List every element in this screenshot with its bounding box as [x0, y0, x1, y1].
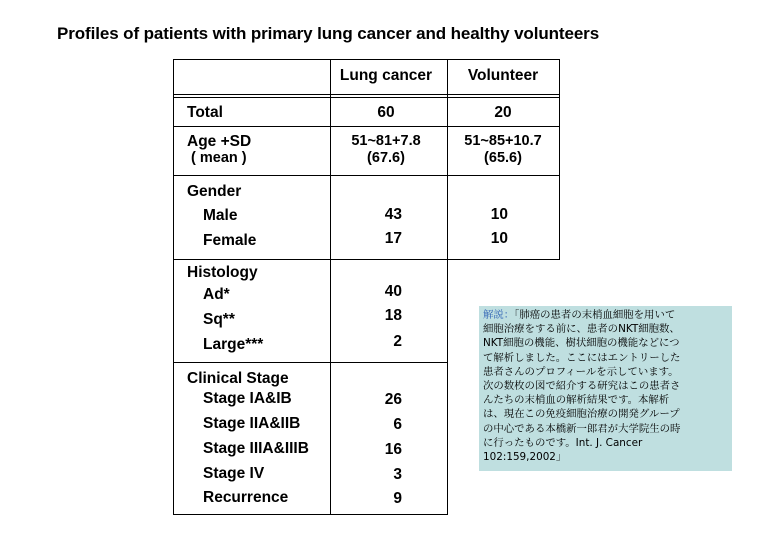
note-line: 患者さんのプロフィールを示しています。: [483, 365, 679, 378]
cell-female-lung: 17: [384, 230, 402, 247]
column-header-volunteer: Volunteer: [467, 67, 539, 84]
table-line: [173, 59, 560, 60]
row-label-histology: Histology: [187, 264, 258, 281]
note-line: んたちの末梢血の解析結果です。本解析: [483, 394, 670, 407]
table-line: [173, 259, 560, 260]
cell-recurrence-lung: 9: [393, 490, 402, 507]
cell-total-volunteer: 20: [494, 104, 512, 121]
note-line: 次の数枚の図で紹介する研究はこの患者さ: [483, 380, 681, 393]
cell-total-lung: 60: [377, 104, 395, 121]
row-label-female: Female: [203, 232, 257, 249]
row-label-stage-iia-iib: Stage IIA&IIB: [203, 415, 301, 432]
note-label: 解説：: [483, 309, 515, 321]
row-label-gender: Gender: [187, 183, 242, 200]
note-line: NKT細胞の機能、樹状細胞の機能などにつ: [483, 337, 680, 350]
cell-stage-ia-ib-lung: 26: [384, 391, 402, 408]
row-label-large: Large***: [203, 336, 264, 353]
cell-age-lung: 51~81+7.8: [351, 133, 421, 149]
cell-male-volunteer: 10: [490, 206, 508, 223]
table-border-right: [559, 59, 560, 259]
cell-male-lung: 43: [384, 206, 402, 223]
note-line: 「肺癌の患者の末梢血細胞を用いて: [514, 309, 676, 321]
cell-stage-iiia-iiib-lung: 16: [384, 441, 402, 458]
note-line: の中心である本橋新一郎君が大学院生の時: [483, 422, 681, 435]
table-border-right-upper: [447, 59, 448, 515]
row-label-ad: Ad*: [203, 286, 230, 303]
row-label-male: Male: [203, 207, 238, 224]
row-label-stage-iiia-iiib: Stage IIIA&IIIB: [203, 440, 309, 457]
row-label-total: Total: [187, 104, 223, 121]
row-label-stage-iv: Stage IV: [203, 465, 265, 482]
explanation-note: [479, 306, 732, 471]
column-header-lung-cancer: Lung cancer: [339, 67, 433, 84]
cell-age-lung-mean: (67.6): [367, 150, 405, 166]
table-line: [173, 175, 560, 176]
cell-sq-lung: 18: [384, 307, 402, 324]
cell-female-volunteer: 10: [490, 230, 508, 247]
cell-age-volunteer: 51~85+10.7: [464, 133, 542, 149]
note-line: 細胞治療をする前に、患者のNKT細胞数、: [483, 323, 680, 336]
row-label-recurrence: Recurrence: [203, 489, 289, 506]
row-label-age: Age +SD: [187, 133, 252, 150]
table-line: [173, 97, 560, 98]
table-border-left: [173, 59, 174, 515]
row-label-clinical-stage: Clinical Stage: [187, 370, 289, 387]
table-line: [173, 94, 560, 95]
cell-stage-iia-iib-lung: 6: [393, 416, 402, 433]
note-line: て解析しました。ここにはエントリーした: [483, 351, 681, 364]
table-line: [173, 362, 448, 363]
table-line: [173, 126, 560, 127]
note-line: は、現在この免疫細胞治療の開発グループ: [483, 408, 680, 421]
cell-age-volunteer-mean: (65.6): [484, 150, 522, 166]
row-label-stage-ia-ib: Stage IA&IB: [203, 390, 292, 407]
cell-large-lung: 2: [393, 333, 402, 350]
note-line: 102:159,2002」: [483, 451, 567, 464]
cell-stage-iv-lung: 3: [393, 466, 402, 483]
row-label-sq: Sq**: [203, 311, 235, 328]
cell-ad-lung: 40: [384, 283, 402, 300]
page-title: Profiles of patients with primary lung cancer and healthy volunteers: [57, 24, 600, 43]
table-line: [173, 514, 448, 515]
note-line: に行ったものです。Int. J. Cancer: [483, 436, 643, 449]
row-sublabel-mean: ( mean ): [191, 150, 247, 166]
